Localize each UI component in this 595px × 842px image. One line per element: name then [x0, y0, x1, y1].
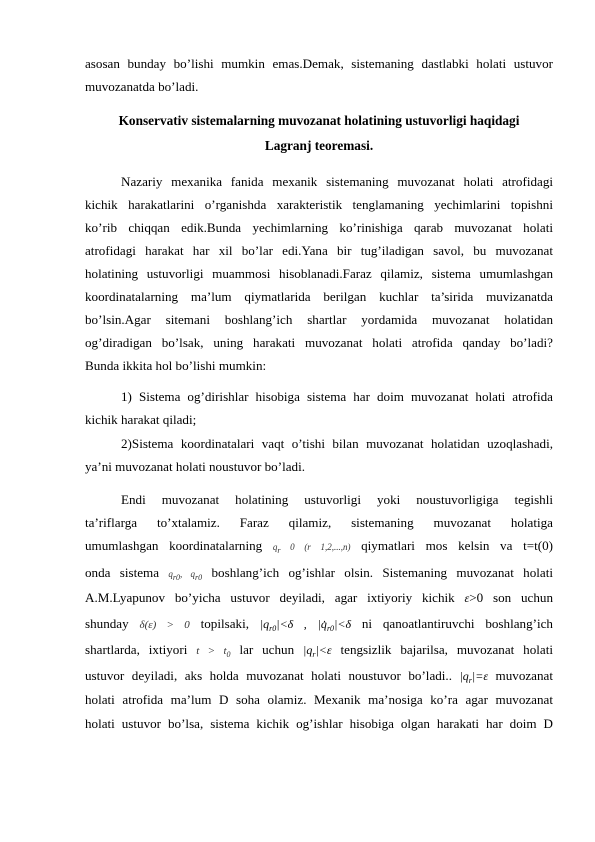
- definition-line-7: shartlarda, ixtiyori $t > t_0$ lar uchun $|q_r|<\varepsilon$ tengsizlik bajarilsa, muvozanat holati: [85, 642, 553, 659]
- formula-qr-equals-zero: qr 0 (r 1,2,...,n): [272, 542, 351, 555]
- definition-line-4: onda sistema qr0, qr0 boshlang’ich og’ishlar olsin. Sistemaning muvozanat holati: [85, 565, 553, 582]
- formula-initial-deviations: qr0, qr0: [168, 569, 203, 582]
- formula-qr-equals-epsilon: $|q_r|=\varepsilon$: [459, 669, 489, 685]
- intro-paragraph-line-9: Bunda ikkita hol bo’lishi mumkin:: [85, 358, 267, 373]
- definition-line-9: holati atrofida ma’lum D soha olamiz. Mexanik ma’nosiga ko’ra agar muvozanat: [85, 692, 553, 707]
- definition-line-5: A.M.Lyapunov bo’yicha ustuvor deyiladi, agar ixtiyoriy kichik ε>0 son uchun: [85, 590, 554, 605]
- intro-paragraph-line-6: koordinatalarning ma’lum qiymatlarida berilgan kuchlar ta’sirida muvizanatda: [85, 289, 553, 304]
- section-title-line-1: Konservativ sistemalarning muvozanat holatining ustuvorligi haqidagi: [118, 113, 520, 128]
- section-title-line-2: Lagranj teoremasi.: [264, 138, 374, 153]
- definition-line-10: holati ustuvor bo’lsa, sistema kichik og’ishlar hisobiga olgan harakati har doim D: [85, 716, 553, 731]
- intro-paragraph-line-1: Nazariy mexanika fanida mexanik sistemaning muvozanat holati atrofidagi: [121, 174, 553, 189]
- paragraph-continuation-line-2: muvozanatda bo’ladi.: [85, 79, 199, 94]
- intro-paragraph-line-4: atrofidagi harakat har xil bo’lar edi.Yana bir tug’iladigan savol, bu muvozanat: [85, 243, 553, 258]
- intro-paragraph-line-5: holatining ustuvorligi muammosi hisoblanadi.Faraz qilamiz, sistema umumlashgan: [85, 266, 553, 281]
- formula-qdot-r0-less-delta: $|q̇_{r0}|<\delta$: [317, 617, 352, 633]
- intro-paragraph-line-8: og’diradigan bo’lsak, uning harakati muvozanat holati atrofida qanday bo’ladi?: [85, 335, 553, 350]
- intro-paragraph-line-2: kichik harakatlarini o’rganishda xarakteristik tenglamaning yechimlarini topishni: [85, 197, 553, 212]
- formula-qr0-less-delta: $|q_{r0}|<\delta$ ,: [259, 617, 307, 633]
- formula-delta-of-epsilon: δ(ε) > 0: [139, 619, 190, 631]
- formula-epsilon: ε: [464, 591, 470, 605]
- case-one-line-1: 1) Sistema og’dirishlar hisobiga sistema har doim muvozanat holati atrofida: [121, 389, 553, 404]
- case-two-line-1: 2)Sistema koordinatalari vaqt o’tishi bilan muvozanat holatidan uzoqlashadi,: [121, 436, 553, 451]
- case-two-line-2: ya’ni muvozanat holati noustuvor bo’ladi.: [85, 459, 305, 474]
- intro-paragraph-line-3: ko’rib chiqqan edik.Bunda yechimlarning ko’rinishiga qarab muvozanat holati: [85, 220, 553, 235]
- formula-t-greater-t0: $t > t_0$: [196, 645, 231, 659]
- definition-line-2: ta’riflarga to’xtalamiz. Faraz qilamiz, sistemaning muvozanat holatiga: [85, 515, 553, 530]
- definition-line-8: ustuvor deyiladi, aks holda muvozanat holati noustuvor bo’ladi.. $|q_r|=\varepsilon$ muvozanat: [85, 668, 553, 685]
- definition-line-1: Endi muvozanat holatining ustuvorligi yoki noustuvorligiga tegishli: [121, 492, 553, 507]
- case-one-line-2: kichik harakat qiladi;: [85, 412, 197, 427]
- definition-line-3: umumlashgan koordinatalarning qr 0 (r 1,2,...,n) qiymatlari mos kelsin va t=t(0): [85, 538, 553, 555]
- paragraph-continuation-line-1: asosan bunday bo’lishi mumkin emas.Demak, sistemaning dastlabki holati ustuvor: [85, 56, 553, 71]
- intro-paragraph-line-7: bo’lsin.Agar sitemani boshlang’ich shartlar yordamida muvozanat holatidan: [85, 312, 553, 327]
- definition-line-6: shunday δ(ε) > 0 topilsaki, $|q_{r0}|<\delta$ , $|q̇_{r0}|<\delta$ ni qanoatlantiruvchi boshlang’ich: [85, 616, 553, 633]
- formula-qr-less-epsilon: $|q_r|<\varepsilon$: [303, 643, 332, 659]
